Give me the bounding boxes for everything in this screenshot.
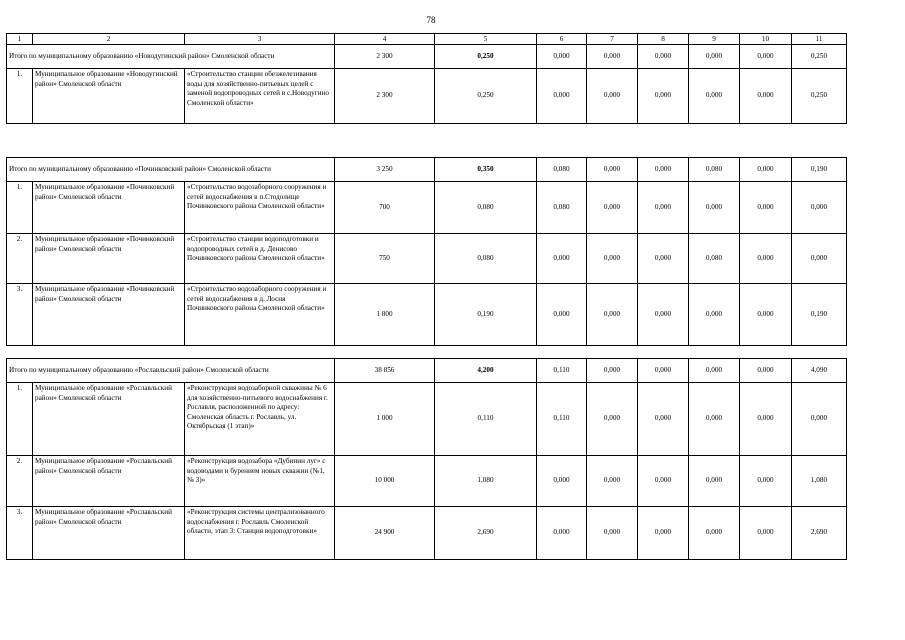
row-c6: 0,110 — [537, 383, 587, 456]
row-c5: 1,080 — [435, 456, 537, 507]
row-c10: 0,000 — [740, 182, 792, 234]
investment-table — [6, 33, 847, 560]
total-c10: 0,000 — [740, 158, 792, 182]
row-c5: 0,110 — [435, 383, 537, 456]
total-c8: 0,000 — [638, 158, 689, 182]
row-c7: 0,000 — [587, 507, 638, 560]
row-c8: 0,000 — [638, 234, 689, 284]
table-row — [7, 507, 847, 560]
row-c11: 0,190 — [792, 284, 847, 346]
total-c9: 0,080 — [689, 158, 740, 182]
total-c10: 0,000 — [740, 45, 792, 69]
row-c11: 0,250 — [792, 69, 847, 124]
total-c7: 0,000 — [587, 158, 638, 182]
total-c11: 4,090 — [792, 359, 847, 383]
table-row — [7, 69, 847, 124]
row-c7: 0,000 — [587, 383, 638, 456]
row-c8: 0,000 — [638, 456, 689, 507]
column-number: 3 — [185, 34, 335, 45]
row-c8: 0,000 — [638, 69, 689, 124]
total-c7: 0,000 — [587, 359, 638, 383]
row-index: 3. — [7, 284, 33, 346]
row-c4: 750 — [335, 234, 435, 284]
column-number: 1 — [7, 34, 33, 45]
row-municipality: Муниципальное образование «Рославльский район» Смоленской области — [33, 383, 185, 456]
row-c11: 0,000 — [792, 182, 847, 234]
total-c6: 0,110 — [537, 359, 587, 383]
total-c8: 0,000 — [638, 359, 689, 383]
row-project: «Реконструкция водозаборной скважины № 6 для хозяйственно-питьевого водоснабжения г. Рославля, расположенной по адресу: Смоленская область г. Рославль, ул. Октябрьская (1 этап)» — [185, 383, 335, 456]
row-c4: 10 000 — [335, 456, 435, 507]
row-index: 1. — [7, 182, 33, 234]
row-project: «Строительство станции обезжелезивания воды для хозяйственно-питьевых целей с заменой водопроводных сетей в с.Новодугино Смоленской области» — [185, 69, 335, 124]
total-row — [7, 158, 847, 182]
row-c10: 0,000 — [740, 69, 792, 124]
row-c9: 0,000 — [689, 182, 740, 234]
row-c8: 0,000 — [638, 284, 689, 346]
row-municipality: Муниципальное образование «Рославльский район» Смоленской области — [33, 456, 185, 507]
row-c4: 2 300 — [335, 69, 435, 124]
row-c5: 2,690 — [435, 507, 537, 560]
row-c8: 0,000 — [638, 507, 689, 560]
row-c9: 0,000 — [689, 69, 740, 124]
column-number: 2 — [33, 34, 185, 45]
row-c9: 0,000 — [689, 284, 740, 346]
row-c9: 0,080 — [689, 234, 740, 284]
table-row — [7, 234, 847, 284]
column-number: 11 — [792, 34, 847, 45]
spacer-row — [7, 346, 847, 359]
total-c4: 2 300 — [335, 45, 435, 69]
column-number: 9 — [689, 34, 740, 45]
table-row — [7, 284, 847, 346]
column-number: 5 — [435, 34, 537, 45]
total-c5: 0,250 — [435, 45, 537, 69]
row-index: 2. — [7, 234, 33, 284]
total-c7: 0,000 — [587, 45, 638, 69]
row-project: «Строительство водозаборного сооружения и сетей водоснабжения в д. Лосня Починковского района Смоленской области» — [185, 284, 335, 346]
row-c4: 1 000 — [335, 383, 435, 456]
column-number: 4 — [335, 34, 435, 45]
table-row — [7, 383, 847, 456]
row-c6: 0,000 — [537, 456, 587, 507]
row-c5: 0,190 — [435, 284, 537, 346]
row-c11: 0,000 — [792, 383, 847, 456]
total-c4: 38 856 — [335, 359, 435, 383]
row-c7: 0,000 — [587, 234, 638, 284]
column-number: 6 — [537, 34, 587, 45]
row-c9: 0,000 — [689, 507, 740, 560]
row-index: 3. — [7, 507, 33, 560]
total-label: Итого по муниципальному образованию «Рославльский район» Смоленской области — [7, 359, 335, 383]
column-number-row — [7, 34, 847, 45]
row-c11: 2,690 — [792, 507, 847, 560]
total-c8: 0,000 — [638, 45, 689, 69]
row-municipality: Муниципальное образование «Новодугинский район» Смоленской области — [33, 69, 185, 124]
total-c6: 0,000 — [537, 45, 587, 69]
column-number: 8 — [638, 34, 689, 45]
row-municipality: Муниципальное образование «Рославльский район» Смоленской области — [33, 507, 185, 560]
row-c6: 0,000 — [537, 234, 587, 284]
row-c8: 0,000 — [638, 182, 689, 234]
row-c9: 0,000 — [689, 383, 740, 456]
row-index: 1. — [7, 69, 33, 124]
total-label: Итого по муниципальному образованию «Починковский район» Смоленской области — [7, 158, 335, 182]
total-c4: 3 250 — [335, 158, 435, 182]
row-project: «Реконструкция системы централизованного водоснабжения г. Рославль Смоленской области, этап 3: Станция водоподготовки» — [185, 507, 335, 560]
row-c11: 0,000 — [792, 234, 847, 284]
row-c7: 0,000 — [587, 456, 638, 507]
total-label: Итого по муниципальному образованию «Новодугинский район» Смоленской области — [7, 45, 335, 69]
total-c9: 0,000 — [689, 359, 740, 383]
column-number: 7 — [587, 34, 638, 45]
row-c10: 0,000 — [740, 234, 792, 284]
total-c10: 0,000 — [740, 359, 792, 383]
page-number: 78 — [426, 15, 436, 25]
table-row — [7, 456, 847, 507]
spacer-row — [7, 124, 847, 158]
total-c5: 4,200 — [435, 359, 537, 383]
total-row — [7, 45, 847, 69]
row-c5: 0,080 — [435, 234, 537, 284]
row-index: 1. — [7, 383, 33, 456]
row-municipality: Муниципальное образование «Починковский район» Смоленской области — [33, 234, 185, 284]
row-c7: 0,000 — [587, 69, 638, 124]
row-c10: 0,000 — [740, 383, 792, 456]
row-c10: 0,000 — [740, 507, 792, 560]
row-c6: 0,000 — [537, 507, 587, 560]
total-c11: 0,190 — [792, 158, 847, 182]
row-project: «Строительство станции водоподготовки и водопроводных сетей в д. Денисово Починковского района Смоленской области» — [185, 234, 335, 284]
row-c10: 0,000 — [740, 456, 792, 507]
row-project: «Реконструкция водозабора «Дубинин луг» с водоводами и бурением новых скважин (№1, № 3)» — [185, 456, 335, 507]
row-c7: 0,000 — [587, 284, 638, 346]
row-c6: 0,000 — [537, 284, 587, 346]
total-row — [7, 359, 847, 383]
row-c6: 0,000 — [537, 69, 587, 124]
row-c5: 0,080 — [435, 182, 537, 234]
total-c11: 0,250 — [792, 45, 847, 69]
column-number: 10 — [740, 34, 792, 45]
row-c7: 0,000 — [587, 182, 638, 234]
row-index: 2. — [7, 456, 33, 507]
row-municipality: Муниципальное образование «Починковский район» Смоленской области — [33, 182, 185, 234]
row-c4: 24 900 — [335, 507, 435, 560]
total-c9: 0,000 — [689, 45, 740, 69]
row-municipality: Муниципальное образование «Починковский район» Смоленской области — [33, 284, 185, 346]
table-row — [7, 182, 847, 234]
row-c9: 0,000 — [689, 456, 740, 507]
row-c4: 1 800 — [335, 284, 435, 346]
row-c5: 0,250 — [435, 69, 537, 124]
total-c6: 0,080 — [537, 158, 587, 182]
row-project: «Строительство водозаборного сооружения и сетей водоснабжения в п.Стодолище Починковского района Смоленской области» — [185, 182, 335, 234]
row-c10: 0,000 — [740, 284, 792, 346]
row-c11: 1,080 — [792, 456, 847, 507]
row-c6: 0,080 — [537, 182, 587, 234]
total-c5: 0,350 — [435, 158, 537, 182]
row-c8: 0,000 — [638, 383, 689, 456]
row-c4: 700 — [335, 182, 435, 234]
